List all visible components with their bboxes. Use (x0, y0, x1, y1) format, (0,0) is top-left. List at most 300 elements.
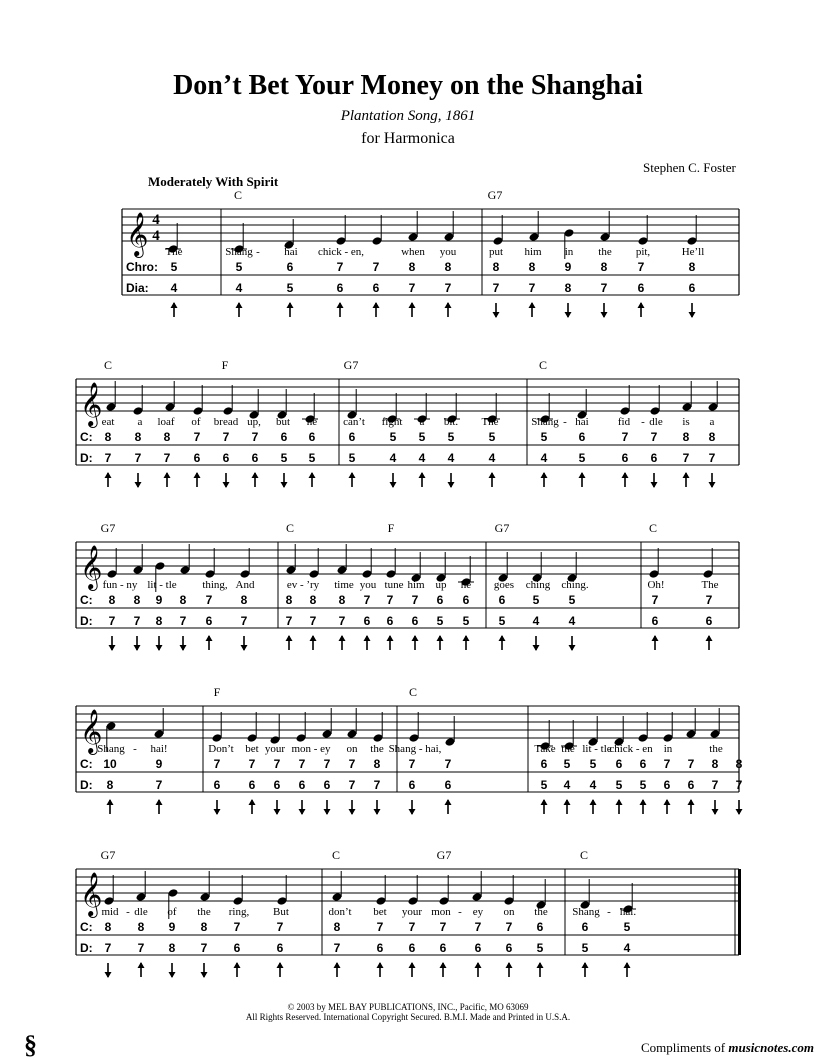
chromatic-hole-number: 8 (104, 920, 112, 934)
arrow-head (640, 799, 647, 805)
lyric-syllable: ring, (228, 906, 250, 918)
arrow-head (419, 472, 426, 478)
lyric-syllable: mon (431, 906, 451, 918)
system-2 (76, 358, 739, 488)
lyric-syllable: but (275, 416, 291, 428)
diatonic-hole-number: 6 (372, 281, 380, 295)
chromatic-hole-number: 7 (372, 260, 380, 274)
chromatic-hole-number: 8 (373, 757, 381, 771)
lyric-syllable: goes (493, 579, 515, 591)
draw-arrow-icon (135, 473, 142, 488)
arrow-head (201, 972, 208, 978)
arrow-head (622, 472, 629, 478)
blow-arrow-icon (541, 472, 548, 487)
arrow-head (437, 635, 444, 641)
diatonic-hole-number: 6 (193, 451, 201, 465)
arrow-head (169, 972, 176, 978)
chromatic-row-label: C: (80, 430, 93, 444)
blow-arrow-icon (489, 472, 496, 487)
composer-credit: Stephen C. Foster (643, 160, 736, 175)
lyric-syllable: mid (101, 906, 119, 918)
lyric-syllable: on (346, 743, 358, 755)
arrow-head (445, 302, 452, 308)
blow-arrow-icon (440, 962, 447, 977)
lyric-syllable: ev - ’ry (286, 579, 320, 591)
diatonic-hole-number: 4 (488, 451, 496, 465)
blow-arrow-icon (419, 472, 426, 487)
lyric-syllable: - (126, 906, 130, 918)
diatonic-hole-number: 7 (179, 614, 187, 628)
arrow-head (234, 962, 241, 968)
blow-arrow-icon (277, 962, 284, 977)
chromatic-hole-number: 8 (444, 260, 452, 274)
lyric-syllable: fun - ny (102, 579, 138, 591)
chromatic-hole-number: 5 (589, 757, 597, 771)
blow-arrow-icon (652, 635, 659, 650)
lyric-syllable: up (435, 579, 447, 591)
diatonic-hole-number: 6 (386, 614, 394, 628)
rights-notice: All Rights Reserved. International Copyright Secured. B.M.I. Made and Printed in U.S.A. (245, 1012, 571, 1022)
diatonic-hole-number: 6 (205, 614, 213, 628)
arrow-head (489, 472, 496, 478)
draw-arrow-icon (565, 303, 572, 318)
draw-arrow-icon (214, 800, 221, 815)
diatonic-hole-number: 7 (104, 451, 112, 465)
draw-arrow-icon (569, 636, 576, 651)
chord-symbol: G7 (494, 521, 510, 535)
chord-symbol: C (103, 358, 113, 372)
lyric-syllable: - (133, 743, 137, 755)
arrow-head (134, 645, 141, 651)
arrow-head (506, 962, 513, 968)
chromatic-hole-number: 8 (108, 593, 116, 607)
diatonic-hole-number: 5 (498, 614, 506, 628)
chromatic-hole-number: 7 (444, 757, 452, 771)
arrow-head (736, 809, 743, 815)
arrow-head (569, 645, 576, 651)
diatonic-hole-number: 8 (168, 941, 176, 955)
arrow-head (374, 809, 381, 815)
lyric-syllable: the (598, 246, 612, 258)
diatonic-hole-number: 7 (444, 281, 452, 295)
chromatic-hole-number: 9 (155, 757, 163, 771)
arrow-head (390, 482, 397, 488)
chord-symbol: C (408, 685, 418, 699)
blow-arrow-icon (138, 962, 145, 977)
diatonic-hole-number: 4 (568, 614, 576, 628)
chord-symbol: G7 (100, 521, 116, 535)
diatonic-hole-number: 5 (540, 778, 548, 792)
arrow-head (582, 962, 589, 968)
arrow-head (683, 472, 690, 478)
diatonic-hole-number: 6 (336, 281, 344, 295)
lyric-syllable: Shang - hai, (388, 743, 442, 755)
arrow-head (236, 302, 243, 308)
diatonic-hole-number: 5 (286, 281, 294, 295)
chord-symbol: G7 (436, 848, 452, 862)
draw-arrow-icon (409, 800, 416, 815)
lyric-syllable: he (460, 579, 472, 591)
chromatic-hole-number: 7 (251, 430, 259, 444)
diatonic-hole-number: 5 (639, 778, 647, 792)
arrow-head (286, 635, 293, 641)
blow-arrow-icon (664, 799, 671, 814)
diatonic-hole-number: 4 (389, 451, 397, 465)
chromatic-hole-number: 7 (505, 920, 513, 934)
chromatic-hole-number: 7 (651, 593, 659, 607)
lyric-syllable: a (419, 416, 425, 428)
diatonic-hole-number: 6 (276, 941, 284, 955)
blow-arrow-icon (529, 302, 536, 317)
blow-arrow-icon (287, 302, 294, 317)
chromatic-hole-number: 5 (488, 430, 496, 444)
lyric-syllable: him (524, 246, 542, 258)
draw-arrow-icon (601, 303, 608, 318)
chromatic-hole-number: 6 (536, 920, 544, 934)
diatonic-hole-number: 7 (600, 281, 608, 295)
treble-clef-icon: 𝄞 (126, 212, 149, 256)
lyric-syllable: tune (384, 579, 404, 591)
lyric-syllable: can’t (343, 416, 365, 428)
blow-arrow-icon (688, 799, 695, 814)
draw-arrow-icon (223, 473, 230, 488)
chromatic-hole-number: 6 (308, 430, 316, 444)
blow-arrow-icon (171, 302, 178, 317)
arrow-head (689, 312, 696, 318)
arrow-head (412, 635, 419, 641)
blow-arrow-icon (579, 472, 586, 487)
lyric-syllable: Shang (531, 416, 559, 428)
diatonic-hole-number: 6 (323, 778, 331, 792)
arrow-head (206, 635, 213, 641)
arrow-head (448, 482, 455, 488)
draw-arrow-icon (169, 963, 176, 978)
arrow-head (652, 635, 659, 641)
chromatic-hole-number: 8 (600, 260, 608, 274)
arrow-head (409, 302, 416, 308)
chromatic-hole-number: 7 (650, 430, 658, 444)
lyric-syllable: loaf (157, 416, 175, 428)
lyric-syllable: Take (534, 743, 556, 755)
chromatic-hole-number: 8 (338, 593, 346, 607)
treble-clef-icon: 𝄞 (80, 382, 103, 426)
arrow-head (337, 302, 344, 308)
draw-arrow-icon (180, 636, 187, 651)
arrow-head (712, 809, 719, 815)
lyric-syllable: chick - en (609, 743, 653, 755)
diatonic-row-label: D: (80, 941, 93, 955)
lyric-syllable: you (359, 579, 377, 591)
diatonic-hole-number: 4 (235, 281, 243, 295)
chromatic-hole-number: 7 (348, 757, 356, 771)
blow-arrow-icon (499, 635, 506, 650)
diatonic-hole-number: 6 (621, 451, 629, 465)
chord-symbol: C (579, 848, 589, 862)
lyric-syllable: time (334, 579, 354, 591)
blow-arrow-icon (236, 302, 243, 317)
lyric-syllable: on (503, 906, 515, 918)
lyric-syllable: - (563, 416, 567, 428)
lyric-syllable: put (488, 246, 504, 258)
chromatic-hole-number: 9 (155, 593, 163, 607)
diatonic-hole-number: 5 (615, 778, 623, 792)
blow-arrow-icon (624, 962, 631, 977)
draw-arrow-icon (349, 800, 356, 815)
compliments-label: Compliments of (641, 1040, 726, 1055)
arrow-head (334, 962, 341, 968)
draw-arrow-icon (241, 636, 248, 651)
blow-arrow-icon (206, 635, 213, 650)
chromatic-row-label: C: (80, 593, 93, 607)
blow-arrow-icon (364, 635, 371, 650)
chromatic-hole-number: 8 (711, 757, 719, 771)
arrow-head (499, 635, 506, 641)
blow-arrow-icon (337, 302, 344, 317)
arrow-head (445, 799, 452, 805)
chromatic-hole-number: 8 (492, 260, 500, 274)
chromatic-hole-number: 7 (363, 593, 371, 607)
arrow-head (541, 472, 548, 478)
lyric-syllable: thing, (202, 579, 228, 591)
diatonic-hole-number: 4 (170, 281, 178, 295)
diatonic-hole-number: 7 (348, 778, 356, 792)
lyric-syllable: he (306, 416, 318, 428)
diatonic-hole-number: 6 (363, 614, 371, 628)
diatonic-hole-number: 6 (233, 941, 241, 955)
draw-arrow-icon (689, 303, 696, 318)
diatonic-hole-number: 5 (536, 941, 544, 955)
diatonic-hole-number: 7 (338, 614, 346, 628)
lyric-syllable: He’ll (681, 246, 705, 258)
blow-arrow-icon (541, 799, 548, 814)
diatonic-hole-number: 7 (333, 941, 341, 955)
blow-arrow-icon (387, 635, 394, 650)
lyric-syllable: him (407, 579, 425, 591)
diatonic-hole-number: 5 (348, 451, 356, 465)
diatonic-hole-number: 6 (444, 778, 452, 792)
arrow-head (377, 962, 384, 968)
chromatic-hole-number: 6 (348, 430, 356, 444)
diatonic-hole-number: 7 (682, 451, 690, 465)
diatonic-hole-number: 7 (133, 614, 141, 628)
draw-arrow-icon (109, 636, 116, 651)
time-signature-top: 4 (152, 212, 160, 228)
arrow-head (156, 645, 163, 651)
chromatic-hole-number: 6 (280, 430, 288, 444)
lyric-syllable: chick - en, (317, 246, 365, 258)
chromatic-hole-number: 8 (134, 430, 142, 444)
lyric-syllable: - (641, 416, 645, 428)
chromatic-hole-number: 8 (285, 593, 293, 607)
chromatic-hole-number: 7 (222, 430, 230, 444)
chromatic-hole-number: 8 (688, 260, 696, 274)
blow-arrow-icon (582, 962, 589, 977)
diatonic-hole-number: 6 (439, 941, 447, 955)
lyric-syllable: ching (525, 579, 551, 591)
diatonic-row-label: D: (80, 614, 93, 628)
blow-arrow-icon (437, 635, 444, 650)
diatonic-hole-number: 6 (213, 778, 221, 792)
chromatic-hole-number: 6 (615, 757, 623, 771)
lyric-syllable: in (663, 743, 673, 755)
blow-arrow-icon (506, 962, 513, 977)
arrow-head (533, 645, 540, 651)
song-subtitle: Plantation Song, 1861 (340, 108, 476, 124)
lyric-syllable: eat (101, 416, 115, 428)
diatonic-hole-number: 7 (373, 778, 381, 792)
diatonic-hole-number: 6 (376, 941, 384, 955)
instrument-label: for Harmonica (361, 130, 455, 147)
chromatic-hole-number: 5 (170, 260, 178, 274)
lyric-syllable: is (682, 416, 690, 428)
chord-symbol: C (648, 521, 658, 535)
lyric-syllable: your (264, 743, 286, 755)
diatonic-hole-number: 6 (705, 614, 713, 628)
diatonic-hole-number: 7 (134, 451, 142, 465)
arrow-head (541, 799, 548, 805)
lyric-syllable: Oh! (647, 579, 665, 591)
lyric-syllable: But (273, 906, 289, 918)
lyric-syllable: bit. (443, 416, 459, 428)
arrow-head (409, 962, 416, 968)
draw-arrow-icon (299, 800, 306, 815)
blow-arrow-icon (107, 799, 114, 814)
blow-arrow-icon (537, 962, 544, 977)
diatonic-hole-number: 4 (623, 941, 631, 955)
arrow-head (274, 809, 281, 815)
chromatic-hole-number: 6 (578, 430, 586, 444)
arrow-head (171, 302, 178, 308)
draw-arrow-icon (274, 800, 281, 815)
chromatic-hole-number: 6 (286, 260, 294, 274)
diatonic-hole-number: 7 (735, 778, 743, 792)
blow-arrow-icon (249, 799, 256, 814)
diatonic-hole-number: 7 (108, 614, 116, 628)
chord-symbol: F (213, 685, 221, 699)
chromatic-hole-number: 8 (408, 260, 416, 274)
chromatic-row-label: Chro: (126, 260, 158, 274)
arrow-head (579, 472, 586, 478)
draw-arrow-icon (651, 473, 658, 488)
chord-symbol: G7 (343, 358, 359, 372)
lyric-syllable: the (709, 743, 723, 755)
draw-arrow-icon (105, 963, 112, 978)
lyric-syllable: the (197, 906, 211, 918)
chromatic-hole-number: 7 (298, 757, 306, 771)
system-3 (76, 521, 739, 651)
chromatic-hole-number: 7 (408, 920, 416, 934)
arrow-head (624, 962, 631, 968)
draw-arrow-icon (390, 473, 397, 488)
diatonic-hole-number: 7 (200, 941, 208, 955)
lyric-syllable: a (137, 416, 143, 428)
diatonic-hole-number: 6 (688, 281, 696, 295)
chromatic-hole-number: 6 (540, 757, 548, 771)
page-logo: § (24, 1030, 37, 1059)
arrow-head (564, 799, 571, 805)
diatonic-hole-number: 5 (581, 941, 589, 955)
chromatic-hole-number: 7 (687, 757, 695, 771)
lyric-syllable: bet (245, 743, 259, 755)
lyric-syllable: hai! (150, 743, 168, 755)
arrow-head (590, 799, 597, 805)
blow-arrow-icon (409, 302, 416, 317)
chromatic-hole-number: 8 (682, 430, 690, 444)
chromatic-hole-number: 5 (540, 430, 548, 444)
diatonic-hole-number: 6 (248, 778, 256, 792)
diatonic-hole-number: 8 (106, 778, 114, 792)
arrow-head (409, 809, 416, 815)
blow-arrow-icon (409, 962, 416, 977)
chromatic-hole-number: 8 (200, 920, 208, 934)
diatonic-hole-number: 6 (273, 778, 281, 792)
lyric-syllable: don’t (328, 906, 352, 918)
diatonic-hole-number: 8 (564, 281, 572, 295)
blow-arrow-icon (564, 799, 571, 814)
blow-arrow-icon (445, 799, 452, 814)
diatonic-hole-number: 6 (637, 281, 645, 295)
lyric-syllable: hai (575, 416, 589, 428)
arrow-head (135, 482, 142, 488)
arrow-head (709, 482, 716, 488)
arrow-head (156, 799, 163, 805)
diatonic-hole-number: 7 (155, 778, 163, 792)
blow-arrow-icon (164, 472, 171, 487)
diatonic-hole-number: 6 (650, 451, 658, 465)
arrow-head (105, 472, 112, 478)
chord-symbol: C (233, 188, 243, 202)
chromatic-hole-number: 8 (163, 430, 171, 444)
chromatic-hole-number: 7 (408, 757, 416, 771)
lyric-syllable: the (370, 743, 384, 755)
chromatic-hole-number: 7 (248, 757, 256, 771)
chromatic-hole-number: 6 (498, 593, 506, 607)
lyric-syllable: when (401, 246, 425, 258)
chromatic-hole-number: 5 (418, 430, 426, 444)
diatonic-hole-number: 4 (540, 451, 548, 465)
tempo-marking: Moderately With Spirit (148, 174, 279, 189)
chord-symbol: G7 (487, 188, 503, 202)
lyric-syllable: the (561, 743, 575, 755)
diatonic-hole-number: 7 (309, 614, 317, 628)
diatonic-hole-number: 7 (163, 451, 171, 465)
chromatic-hole-number: 7 (705, 593, 713, 607)
draw-arrow-icon (134, 636, 141, 651)
diatonic-row-label: Dia: (126, 281, 149, 295)
lyric-syllable: hai. (619, 906, 637, 918)
diatonic-hole-number: 7 (240, 614, 248, 628)
diatonic-hole-number: 6 (505, 941, 513, 955)
chromatic-hole-number: 7 (233, 920, 241, 934)
song-title: Don’t Bet Your Money on the Shanghai (173, 70, 643, 101)
blow-arrow-icon (412, 635, 419, 650)
chromatic-hole-number: 8 (137, 920, 145, 934)
draw-arrow-icon (736, 800, 743, 815)
blow-arrow-icon (638, 302, 645, 317)
diatonic-hole-number: 5 (462, 614, 470, 628)
diatonic-hole-number: 6 (298, 778, 306, 792)
lyric-syllable: Shang (97, 743, 125, 755)
chromatic-hole-number: 7 (376, 920, 384, 934)
chord-symbol: C (331, 848, 341, 862)
chromatic-hole-number: 8 (179, 593, 187, 607)
chromatic-hole-number: 7 (273, 757, 281, 771)
blow-arrow-icon (309, 472, 316, 487)
chromatic-hole-number: 7 (276, 920, 284, 934)
diatonic-hole-number: 6 (411, 614, 419, 628)
diatonic-hole-number: 7 (708, 451, 716, 465)
lyric-syllable: of (167, 906, 177, 918)
